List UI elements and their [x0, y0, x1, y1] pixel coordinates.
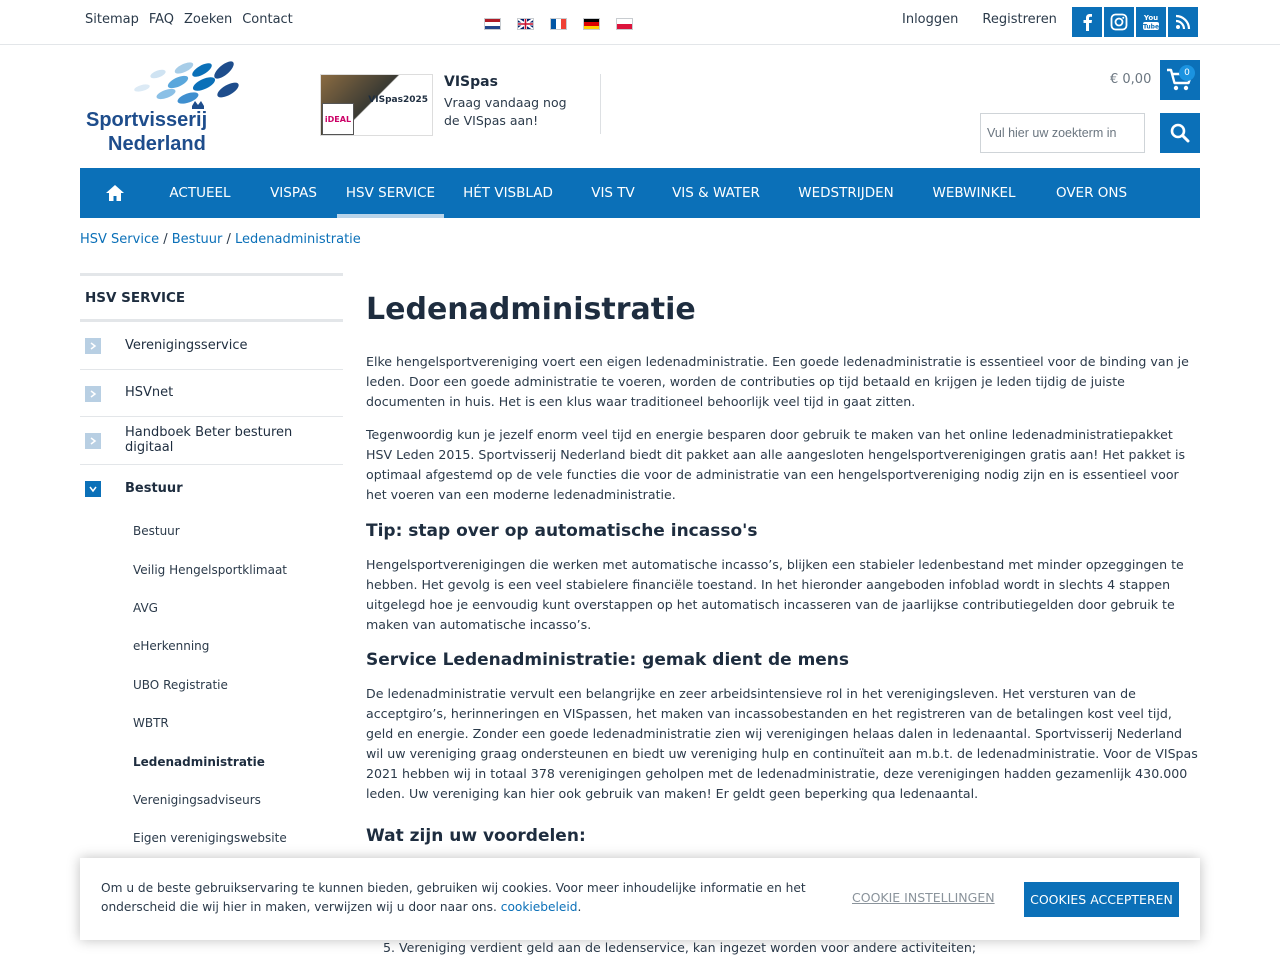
sidebar-item-label: Bestuur	[125, 480, 183, 496]
vispas-promo-image[interactable]	[320, 74, 433, 136]
faq-link[interactable]: FAQ	[148, 12, 175, 27]
nav-het-visblad[interactable]: HÉT VISBLAD	[463, 185, 553, 201]
sidebar-item-verenigingsservice[interactable]	[80, 322, 343, 370]
promo-title[interactable]: VISpas	[444, 74, 498, 90]
page-title: Ledenadministratie	[366, 292, 696, 327]
breadcrumb-ledenadministratie[interactable]: Ledenadministratie	[235, 232, 361, 247]
sidebar-subitem-eigen-verenigingswebsite[interactable]: Eigen verenigingswebsite	[133, 831, 287, 846]
nav-actueel[interactable]: ACTUEEL	[169, 185, 231, 201]
sidebar-heading: HSV SERVICE	[80, 273, 343, 322]
nav-vis-water[interactable]: VIS & WATER	[672, 185, 760, 201]
sitemap-link[interactable]: Sitemap	[85, 12, 139, 27]
accept-cookies-button[interactable]: COOKIES ACCEPTEREN	[1024, 882, 1179, 917]
pl-flag-icon[interactable]	[616, 18, 633, 30]
rss-icon[interactable]	[1168, 7, 1198, 37]
chevron-right-icon	[85, 338, 101, 354]
nav-vis-tv[interactable]: VIS TV	[591, 185, 635, 201]
contact-link[interactable]: Contact	[242, 12, 293, 27]
chevron-down-icon	[85, 481, 101, 497]
main-content	[366, 290, 1200, 848]
main-nav	[80, 168, 1200, 218]
chevron-right-icon	[85, 433, 101, 449]
nav-vispas[interactable]: VISPAS	[270, 185, 317, 201]
sidebar-subitem-veilig-hengelsportklimaat[interactable]: Veilig Hengelsportklimaat	[133, 562, 288, 577]
search-icon	[1170, 123, 1190, 143]
top-bar	[0, 0, 1280, 45]
breadcrumb-bestuur[interactable]: Bestuur	[171, 232, 223, 247]
chevron-right-icon	[85, 386, 101, 402]
utility-links	[85, 12, 293, 27]
account-links	[902, 12, 1057, 27]
social-links	[1072, 7, 1198, 37]
en-flag-icon[interactable]	[517, 18, 534, 30]
sidebar-item-handboek[interactable]	[80, 417, 343, 465]
svg-text:You: You	[1143, 14, 1159, 22]
cart-total: € 0,00	[1110, 72, 1152, 87]
cookie-banner	[80, 858, 1200, 940]
nl-flag-icon[interactable]	[484, 18, 501, 30]
cookie-settings-button[interactable]: COOKIE INSTELLINGEN	[852, 890, 995, 905]
svg-text:Nederland: Nederland	[108, 133, 206, 155]
sidebar-item-label: HSVnet	[125, 385, 174, 401]
breadcrumb-separator: /	[159, 232, 172, 247]
register-link[interactable]: Registreren	[982, 12, 1057, 27]
hsv-leden-paragraph: Tegenwoordig kun je jezelf enorm veel tijd en energie besparen door gebruik te maken van het online ledenadministratiepakket HSV Leden 2015. Sportvisserij Nederland biedt dit pakket aan alle aangesloten hengelsportverenigingen gratis aan! Het pakket is optimaal afgestemd op de vele functies die voor de administratie van een hengelsportvereniging nodig zijn en is essentieel voor het voeren van een moderne ledenadministratie.	[366, 427, 1186, 502]
vispas-promo[interactable]	[320, 74, 600, 136]
cart-button[interactable]	[1160, 60, 1200, 100]
breadcrumb-separator: /	[222, 232, 236, 247]
home-button[interactable]	[80, 168, 150, 218]
sidebar-subitem-ubo-registratie[interactable]: UBO Registratie	[133, 677, 228, 692]
fr-flag-icon[interactable]	[550, 18, 567, 30]
vispas-badge: VISpas2025	[368, 95, 428, 105]
nav-over-ons[interactable]: OVER ONS	[1055, 185, 1128, 201]
sidebar-subitem-avg[interactable]: AVG	[133, 600, 158, 615]
sidebar	[80, 273, 343, 858]
youtube-icon[interactable]	[1136, 7, 1166, 37]
header-divider	[600, 74, 601, 134]
nav-hsv-service[interactable]: HSV SERVICE	[337, 168, 444, 218]
login-link[interactable]: Inloggen	[902, 12, 959, 27]
tip-heading: Tip: stap over op automatische incasso's	[366, 521, 758, 541]
sidebar-item-label: Handboek Beter besturen digitaal	[125, 425, 293, 456]
voordelen-heading: Wat zijn uw voordelen:	[366, 826, 586, 846]
sidebar-subitem-bestuur[interactable]: Bestuur	[133, 524, 180, 539]
site-logo[interactable]	[86, 58, 241, 156]
sidebar-subitem-verenigingsadviseurs[interactable]: Verenigingsadviseurs	[133, 792, 261, 807]
ideal-logo: iDEAL	[322, 103, 354, 135]
zoeken-link[interactable]: Zoeken	[184, 12, 233, 27]
nav-webwinkel[interactable]: WEBWINKEL	[932, 185, 1016, 201]
cookie-text: Om u de beste gebruikservaring te kunnen bieden, gebruiken wij cookies. Voor meer inhoudelijke informatie en het onderscheid die wij hier in maken, verwijzen wij u door naar ons. cookiebeleid.	[101, 881, 806, 914]
sidebar-subitem-ledenadministratie[interactable]: Ledenadministratie	[133, 754, 265, 769]
breadcrumb	[80, 232, 361, 247]
intro-paragraph: Elke hengelsportvereniging voert een eigen ledenadministratie. Een goede ledenadministratie is essentieel voor de binding van je leden. Door een goede administratie te voeren, worden de contributies op tijd betaald en krijgen je leden tijdig de juiste documenten in huis. Het is een klus waar traditioneel behoorlijk veel tijd in gaat zitten.	[366, 354, 1189, 409]
incasso-paragraph: Hengelsportverenigingen die werken met automatische incasso’s, blijken een stabieler ledenbestand met minder opzeggingen te hebben. Het gevolg is een veel stabielere financiële toestand. In het hieronder aangeboden infoblad wordt in slechts 4 stappen uitgelegd hoe je eenvoudig kunt overstappen op het automatisch incasseren van de jaarlijkse contributiegelden door gebruik te maken van automatische incasso’s.	[366, 557, 1184, 632]
promo-text: Vraag vandaag nog de VISpas aan!	[444, 95, 567, 128]
instagram-icon[interactable]	[1104, 7, 1134, 37]
search-button[interactable]	[1160, 113, 1200, 153]
cookie-policy-link[interactable]: cookiebeleid	[500, 900, 578, 914]
sidebar-subitem-eherkenning[interactable]: eHerkenning	[133, 639, 210, 654]
breadcrumb-hsv-service[interactable]: HSV Service	[80, 232, 160, 247]
sidebar-item-hsvnet[interactable]	[80, 370, 343, 418]
sidebar-subitem-wbtr[interactable]: WBTR	[133, 716, 169, 731]
cart-count-badge: 0	[1179, 65, 1195, 81]
home-icon	[105, 184, 125, 202]
nav-wedstrijden[interactable]: WEDSTRIJDEN	[798, 185, 894, 201]
svg-text:Tube: Tube	[1142, 23, 1160, 31]
service-paragraph: De ledenadministratie vervult een belangrijke en zeer arbeidsintensieve rol in het verenigingsleven. Het versturen van de acceptgiro’s, herinneringen en VISpassen, het maken van incassobestanden en het registreren van de betalingen kost veel tijd, geld en energie. Zonder een goede ledenadministratie zien wij verenigingen helaas dalen in ledenaantal. Sportvisserij Nederland wil uw vereniging graag ondersteunen en biedt uw vereniging hulp en continuïteit aan m.b.t. de ledenadministratie. Voor de VISpas 2021 hebben wij in totaal 378 verenigingen geholpen met de ledenadministratie, deze verenigingen hadden gezamenlijk 430.000 leden. Uw vereniging kan hier ook gebruik van maken! Er geldt geen beperking qua ledenaantal.	[366, 686, 1198, 801]
service-heading: Service Ledenadministratie: gemak dient de mens	[366, 650, 850, 670]
search-input[interactable]	[980, 113, 1145, 153]
sidebar-item-bestuur[interactable]	[80, 465, 343, 513]
list-item: 5. Vereniging verdient geld aan de ledenservice, kan ingezet worden voor andere activiteiten;	[383, 940, 977, 955]
de-flag-icon[interactable]	[583, 18, 600, 30]
svg-text:Sportvisserij: Sportvisserij	[86, 109, 208, 131]
language-switcher	[484, 18, 633, 30]
facebook-icon[interactable]	[1072, 7, 1102, 37]
cookie-message: Om u de beste gebruikservaring te kunnen bieden, gebruiken wij cookies. Voor meer inhoudelijke informatie en het onderscheid die wij hier in maken, verwijzen wij u door naar ons.	[101, 881, 806, 914]
sidebar-item-label: Verenigingsservice	[125, 337, 248, 353]
